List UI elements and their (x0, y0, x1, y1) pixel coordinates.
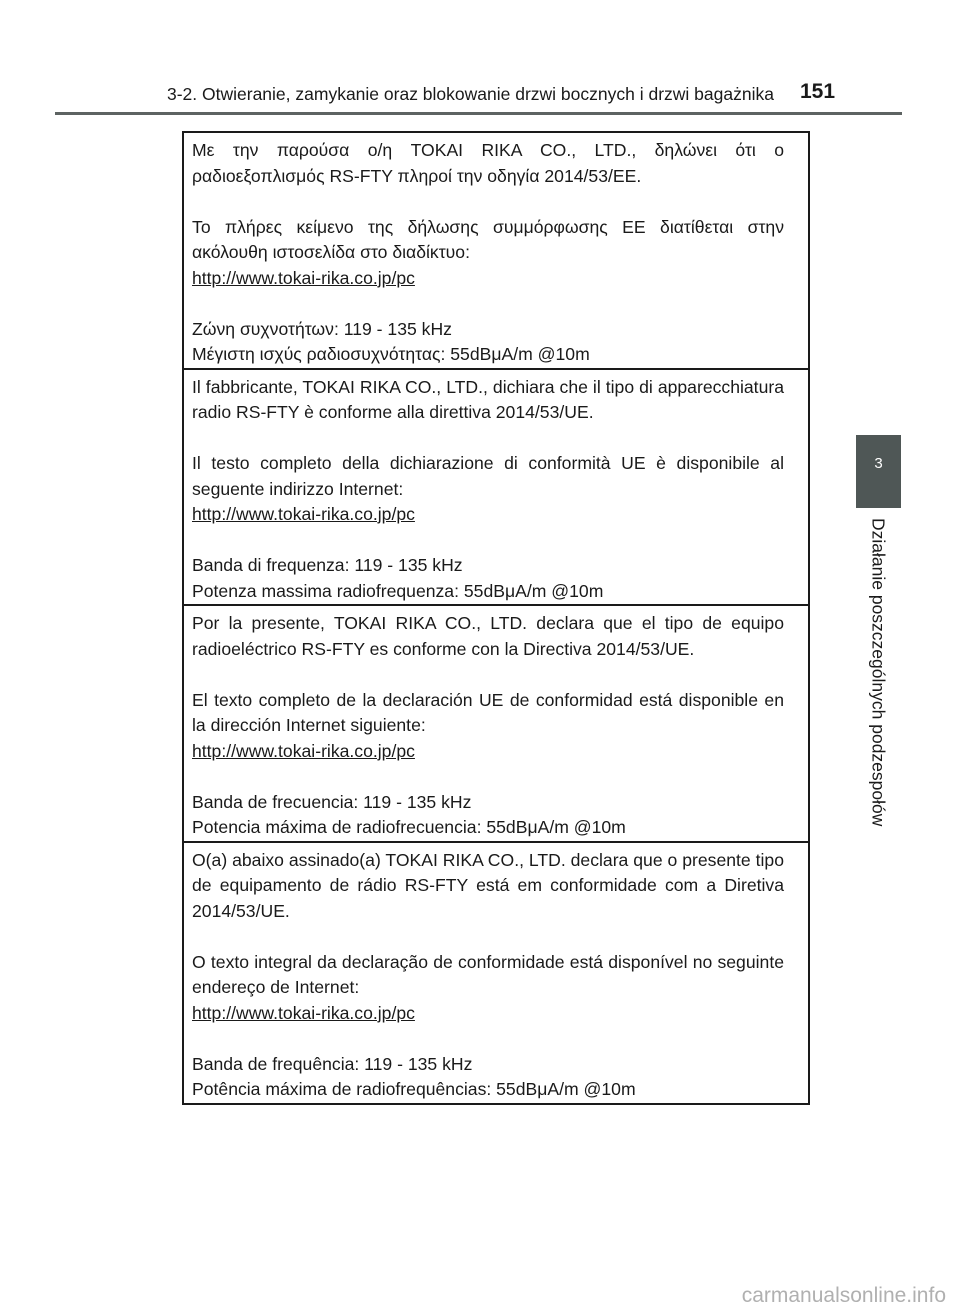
frequency-band: Ζώνη συχνοτήτων: 119 - 135 kHz (192, 318, 452, 339)
declaration-intro: Por la presente, TOKAI RIKA CO., LTD. declara que el tipo de equipo radioeléctrico RS-FTY es conforme con la Directiva 2014/53/UE. (192, 613, 784, 659)
max-power: Potenza massima radiofrequenza: 55dBμA/m @10m (192, 580, 604, 601)
header-divider (55, 112, 902, 115)
declaration-italian (184, 368, 808, 605)
frequency-band: Banda di frequenza: 119 - 135 kHz (192, 555, 463, 575)
declaration-specs (192, 790, 784, 841)
declaration-availability-text: Το πλήρες κείμενο της δήλωσης συμμόρφωσης ΕΕ διατίθεται στην ακόλουθη ιστοσελίδα στο διαδίκτυο: (192, 216, 784, 262)
max-power: Potência máxima de radiofrequências: 55dBμA/m @10m (192, 1079, 636, 1099)
declaration-availability (192, 451, 784, 528)
declaration-spanish (184, 604, 808, 841)
page-number: 151 (800, 80, 836, 103)
declaration-availability-text: El texto completo de la declaración UE de conformidad está disponible en la dirección Internet siguiente: (192, 689, 784, 735)
chapter-number: 3 (874, 455, 883, 472)
frequency-band: Banda de frecuencia: 119 - 135 kHz (192, 791, 472, 812)
chapter-title: Działanie poszczególnych podzespołów (868, 518, 889, 827)
declaration-availability (192, 950, 784, 1027)
declaration-greek (184, 133, 808, 368)
declaration-url-link[interactable]: http://www.tokai-rika.co.jp/pc (192, 1002, 415, 1023)
max-power: Potencia máxima de radiofrecuencia: 55dBμA/m @10m (192, 817, 626, 837)
chapter-tab (856, 435, 901, 508)
declaration-availability (192, 688, 784, 765)
declaration-intro: Με την παρούσα ο/η TOKAI RIKA CO., LTD., δηλώνει ότι ο ραδιοεξοπλισμός RS-FTY πληροί την οδηγία 2014/53/ΕΕ. (192, 140, 784, 186)
watermark: carmanualsonline.info (741, 1284, 946, 1307)
declaration-specs (192, 1052, 784, 1103)
declaration-availability-text: Il testo completo della dichiarazione di conformità UE è disponibile al seguente indirizzo Internet: (192, 453, 784, 499)
declaration-availability (192, 215, 784, 292)
page-header (0, 78, 848, 112)
max-power: Μέγιστη ισχύς ραδιοσυχνότητας: 55dBμA/m @10m (192, 344, 590, 364)
declaration-specs (192, 553, 784, 604)
declaration-intro: O(a) abaixo assinado(a) TOKAI RIKA CO., LTD. declara que o presente tipo de equipamento de rádio RS-FTY está em conformidade com a Diretiva 2014/53/UE. (192, 849, 784, 921)
declaration-url-link[interactable]: http://www.tokai-rika.co.jp/pc (192, 267, 415, 288)
frequency-band: Banda de frequência: 119 - 135 kHz (192, 1053, 473, 1074)
declaration-portuguese (184, 841, 808, 1103)
declarations-table (182, 131, 810, 1105)
section-title: 3-2. Otwieranie, zamykanie oraz blokowanie drzwi bocznych i drzwi bagażnika (167, 84, 774, 104)
declaration-url-link[interactable]: http://www.tokai-rika.co.jp/pc (192, 504, 415, 524)
declaration-specs (192, 317, 784, 368)
declaration-intro: Il fabbricante, TOKAI RIKA CO., LTD., dichiara che il tipo di apparecchiatura radio RS-FTY è conforme alla direttiva 2014/53/UE. (192, 376, 784, 422)
declaration-availability-text: O texto integral da declaração de conformidade está disponível no seguinte endereço de Internet: (192, 951, 784, 997)
declaration-url-link[interactable]: http://www.tokai-rika.co.jp/pc (192, 740, 415, 761)
